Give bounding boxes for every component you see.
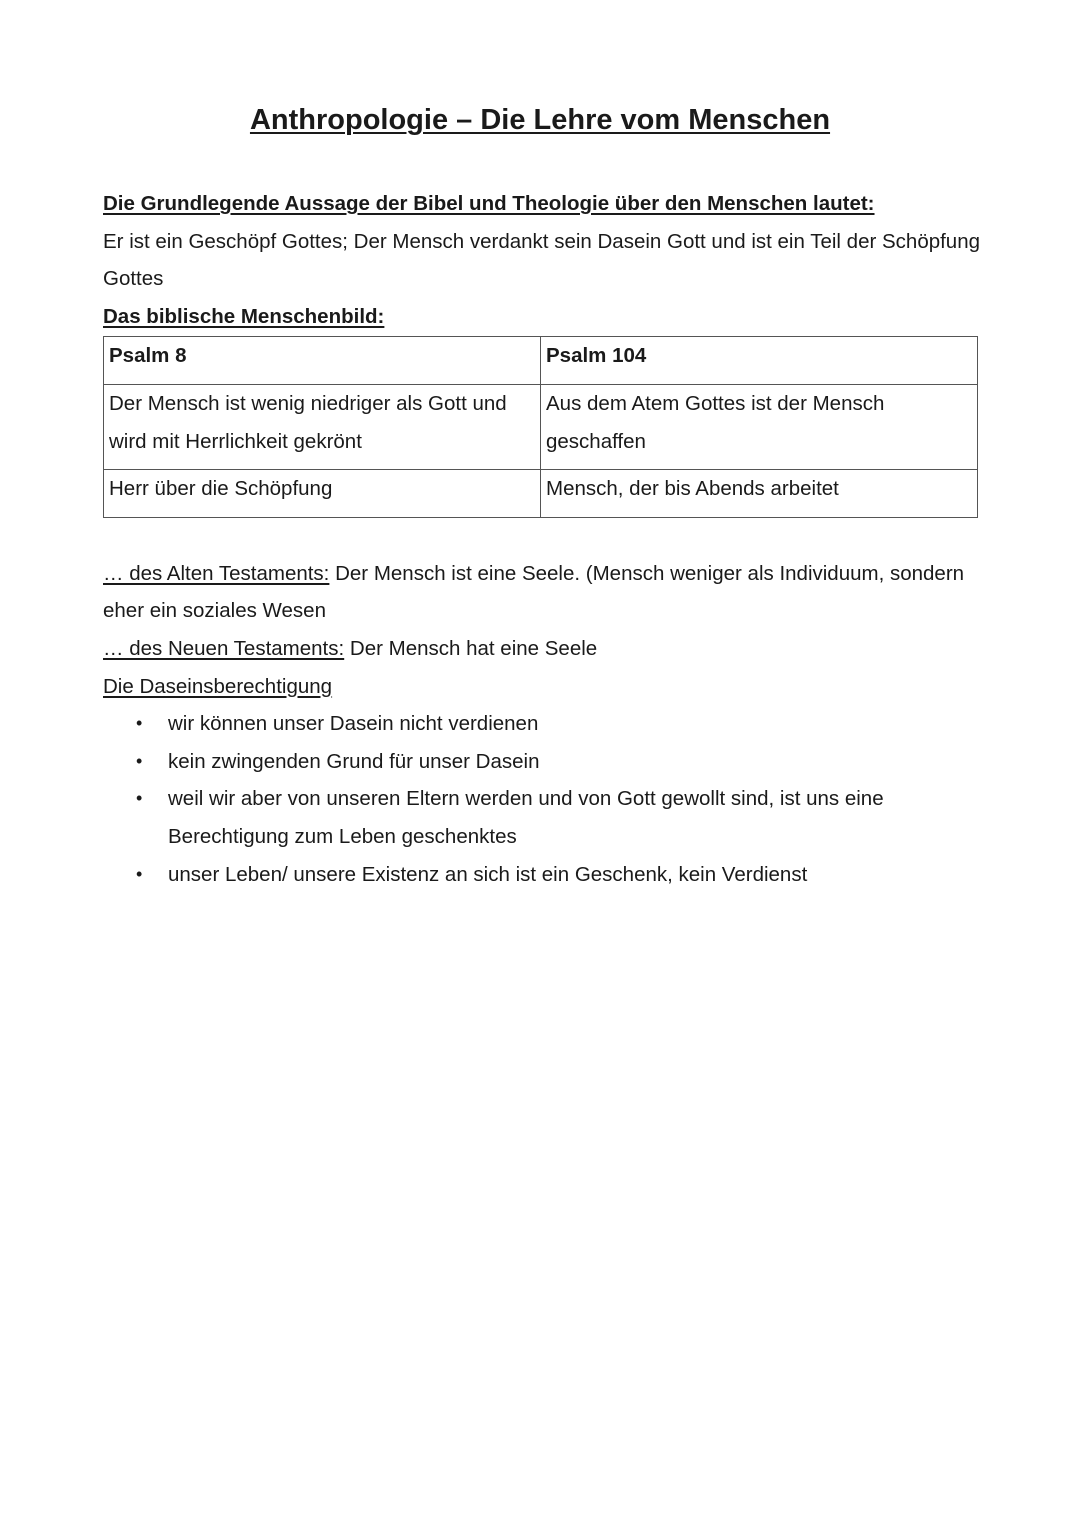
old-testament-paragraph — [103, 555, 983, 630]
list-item — [103, 705, 983, 743]
bullet-icon: • — [136, 788, 143, 809]
list-item-text: wir können unser Dasein nicht verdienen — [168, 712, 539, 736]
table-header-row — [104, 337, 978, 385]
page-title — [0, 100, 1080, 140]
new-testament-label: … des Neuen Testaments: — [103, 636, 345, 660]
list-item-text: kein zwingenden Grund für unser Dasein — [168, 749, 540, 773]
new-testament-text: Der Mensch hat eine Seele — [344, 636, 598, 660]
old-testament-text: Der Mensch ist eine Seele. (Mensch weniger als Individuum, sondern eher ein soziales Wesen — [103, 561, 965, 623]
list-item — [103, 743, 983, 781]
daseinsberechtigung-list — [103, 705, 983, 893]
table-cell: Der Mensch ist wenig niedriger als Gott und wird mit Herrlichkeit gekrönt — [104, 384, 541, 469]
table-header-cell: Psalm 104 — [541, 337, 978, 385]
bullet-icon: • — [136, 713, 143, 734]
list-item — [103, 780, 983, 855]
old-testament-label: … des Alten Testaments: — [103, 561, 330, 585]
list-item — [103, 856, 983, 894]
intro-text: Er ist ein Geschöpf Gottes; Der Mensch verdankt sein Dasein Gott und ist ein Teil der Schöpfung Gottes — [103, 229, 981, 291]
table-cell: Aus dem Atem Gottes ist der Mensch geschaffen — [541, 384, 978, 469]
list-item-text: unser Leben/ unsere Existenz an sich ist ein Geschenk, kein Verdienst — [168, 862, 808, 886]
table-cell: Herr über die Schöpfung — [104, 470, 541, 518]
new-testament-paragraph — [103, 630, 983, 668]
bullet-icon: • — [136, 750, 143, 771]
page-title-text: Anthropologie – Die Lehre vom Menschen — [249, 104, 831, 136]
psalm-table — [103, 336, 978, 517]
bullet-icon: • — [136, 863, 143, 884]
document-body — [103, 185, 983, 893]
table-row — [104, 470, 978, 518]
spacer — [103, 518, 983, 555]
menschenbild-heading: Das biblische Menschenbild: — [103, 304, 385, 328]
list-item-text: weil wir aber von unseren Eltern werden und von Gott gewollt sind, ist uns eine Berechtigung zum Leben geschenktes — [168, 787, 884, 848]
daseinsberechtigung-heading: Die Daseinsberechtigung — [103, 674, 333, 698]
intro-heading: Die Grundlegende Aussage der Bibel und Theologie über den Menschen lautet: — [103, 192, 875, 215]
table-row — [104, 384, 978, 469]
table-cell: Mensch, der bis Abends arbeitet — [541, 470, 978, 518]
table-header-cell: Psalm 8 — [104, 337, 541, 385]
